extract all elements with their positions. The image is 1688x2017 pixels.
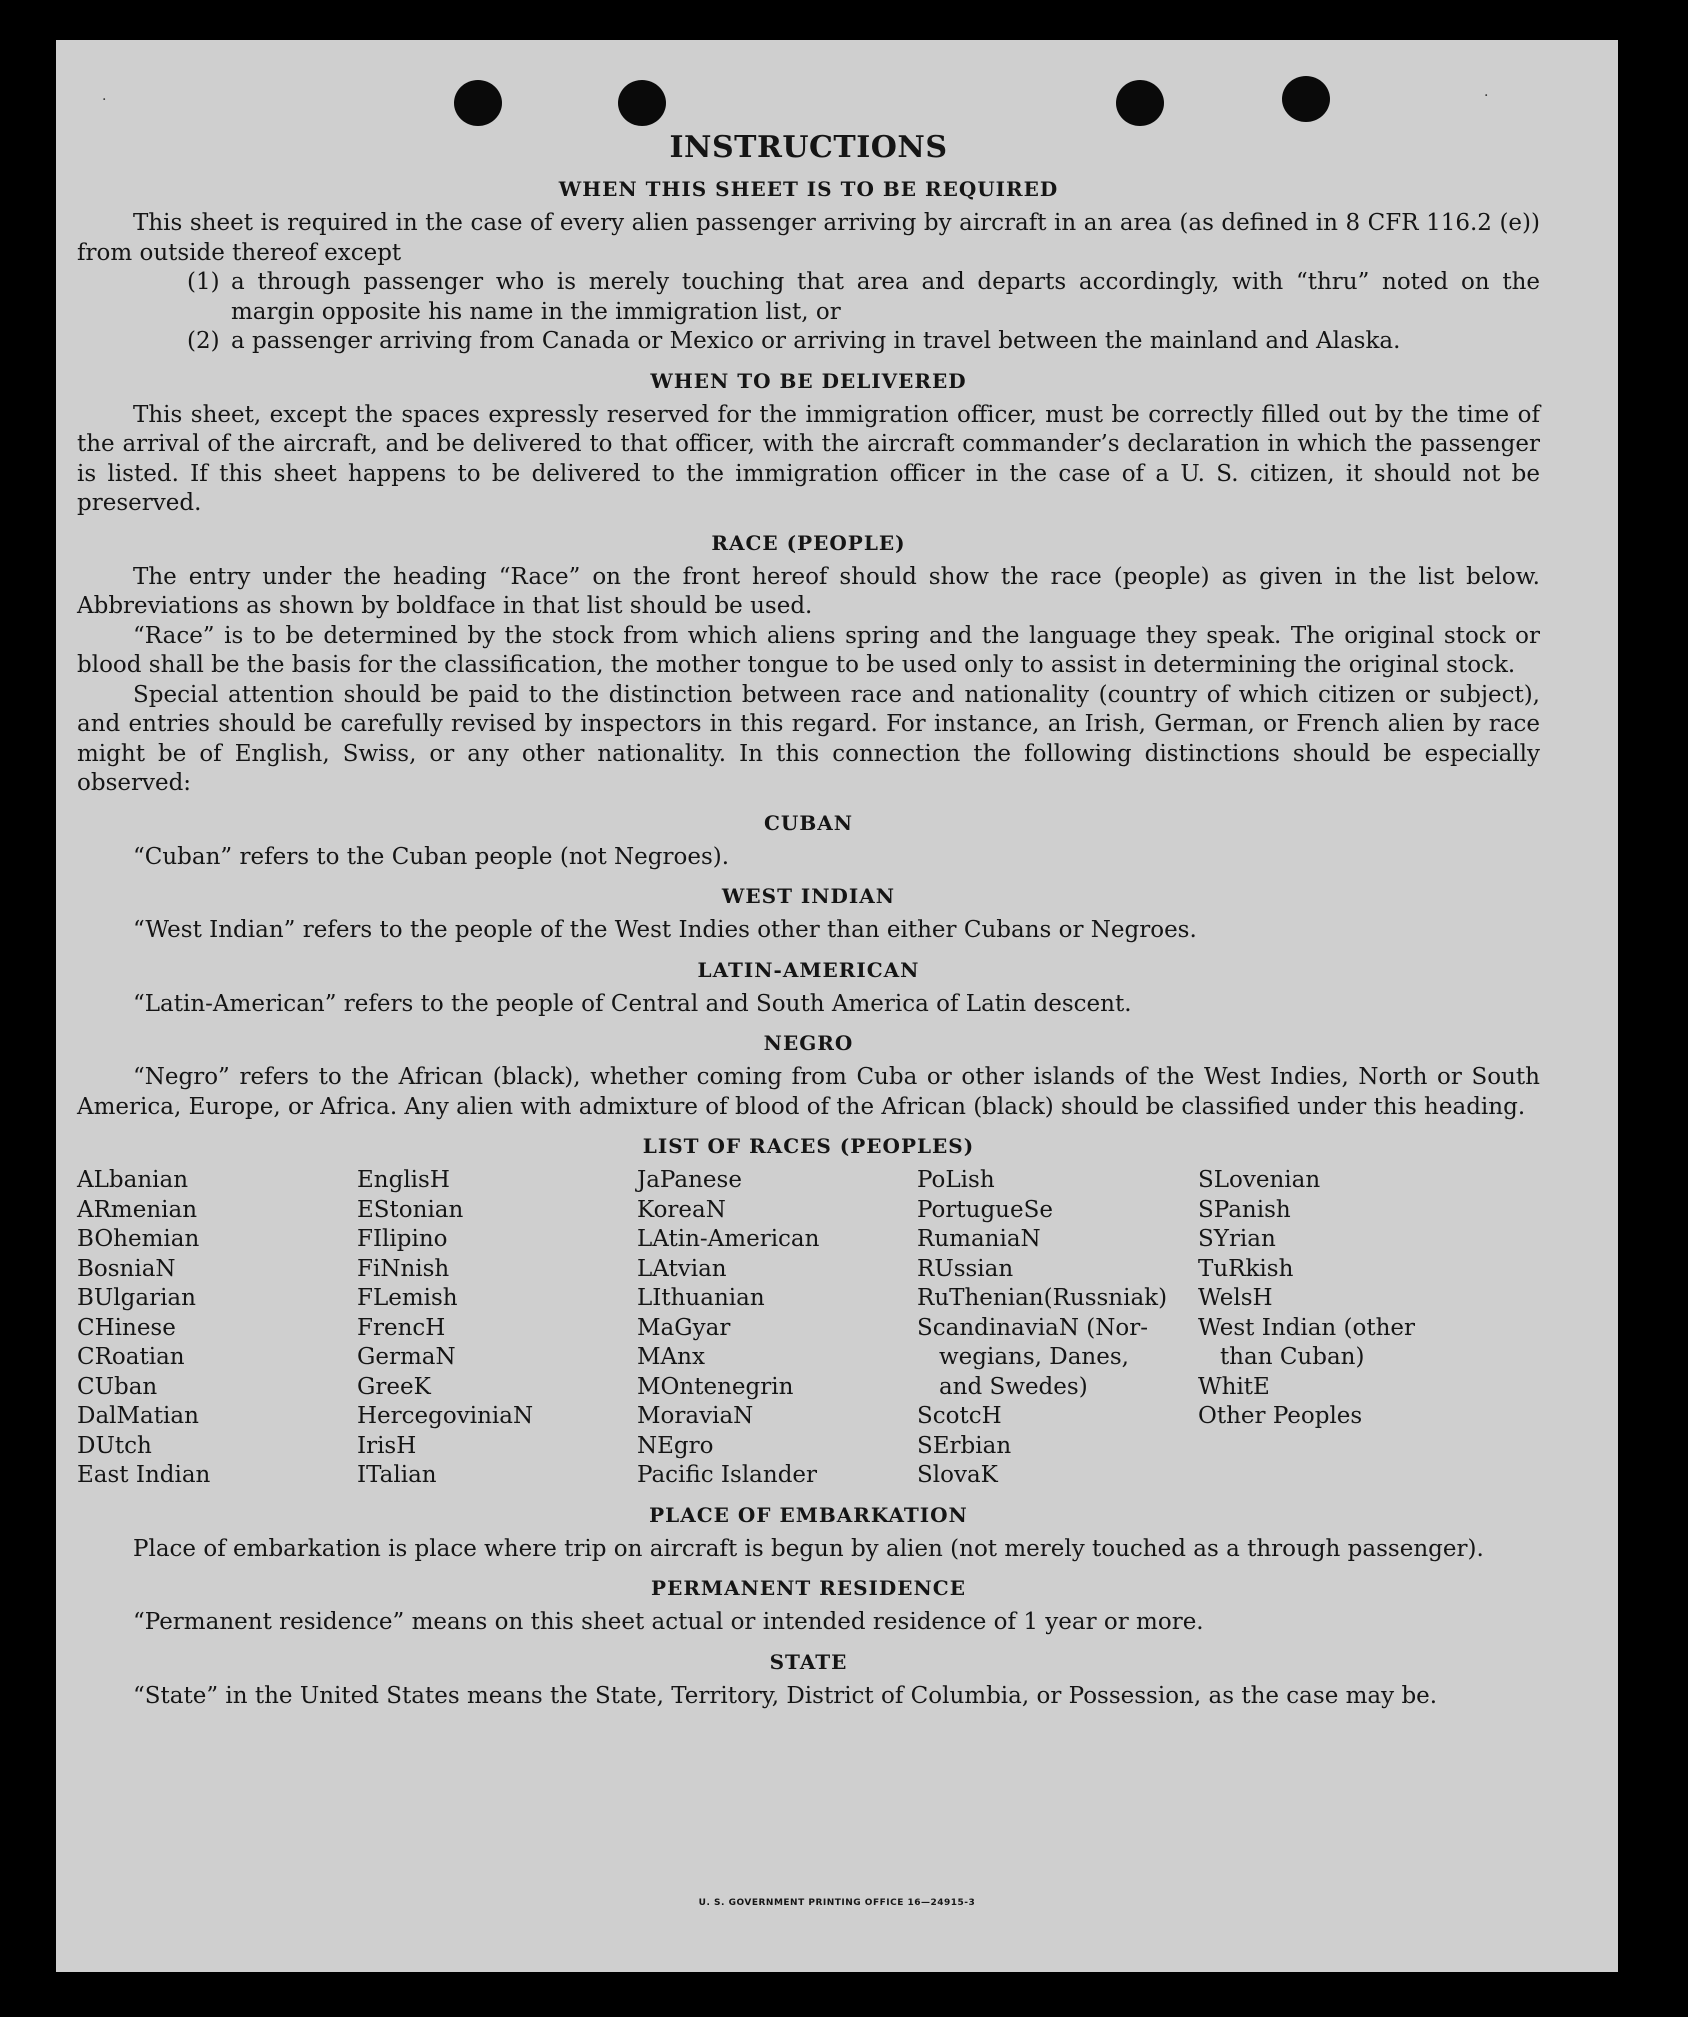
- instructions-content: [77, 130, 1540, 1711]
- race-paragraph: “Race” is to be determined by the stock from which aliens spring and the language they speak. The original stock or blood shall be the basis for the classification, the mother tongue to be used only to assist in determining the original stock.: [77, 622, 1540, 678]
- race-item: BUlgarian: [77, 1285, 196, 1311]
- heading-negro: NEGRO: [763, 1031, 854, 1055]
- races-column: [77, 1166, 357, 1491]
- race-item: ScandinaviaN (Nor-: [917, 1314, 1148, 1341]
- race-item: PoLish: [917, 1167, 995, 1193]
- race-item: GreeK: [357, 1373, 431, 1400]
- race-item: MOntenegrin: [637, 1373, 794, 1400]
- race-item: Other Peoples: [1198, 1403, 1363, 1429]
- race-item: EnglisH: [357, 1167, 450, 1193]
- punch-hole: [454, 80, 502, 126]
- race-item: LAtin-American: [637, 1226, 820, 1252]
- race-item: MAnx: [637, 1344, 705, 1370]
- race-item: KoreaN: [637, 1196, 726, 1223]
- race-item: NEgro: [637, 1432, 714, 1459]
- race-item: RuThenian(Russniak): [917, 1285, 1168, 1311]
- race-item: wegians, Danes,: [917, 1344, 1129, 1370]
- negro-text: “Negro” refers to the African (black), whether coming from Cuba or other islands of the West Indies, North or South America, Europe, or Africa. Any alien with admixture of blood of the African (black) should be classified under this heading.: [77, 1064, 1540, 1120]
- race-item: SPanish: [1198, 1196, 1291, 1223]
- printing-office-footer: U. S. GOVERNMENT PRINTING OFFICE 16—24915-3: [698, 1898, 976, 1908]
- latin-american-text: “Latin-American” refers to the people of Central and South America of Latin descent.: [133, 990, 1132, 1017]
- page-title: INSTRUCTIONS: [669, 130, 948, 165]
- punch-hole: [618, 80, 666, 126]
- races-list: [77, 1166, 1540, 1491]
- race-item: FiNnish: [357, 1255, 450, 1282]
- race-item: CRoatian: [77, 1344, 185, 1370]
- race-item: DalMatian: [77, 1403, 199, 1429]
- heading-place-of-embarkation: PLACE OF EMBARKATION: [649, 1502, 968, 1527]
- race-item: BOhemian: [77, 1226, 200, 1252]
- race-item: ALbanian: [77, 1167, 189, 1193]
- speck-mark: ·: [102, 92, 107, 108]
- race-paragraph: The entry under the heading “Race” on the front hereof should show the race (people) as given in the list below. Abbreviations as shown by boldface in that list should be used.: [77, 563, 1540, 619]
- race-item: FIlipino: [357, 1226, 448, 1252]
- race-item: and Swedes): [917, 1373, 1088, 1400]
- heading-latin-american: LATIN-AMERICAN: [697, 957, 920, 982]
- race-item: SYrian: [1198, 1226, 1276, 1252]
- heading-permanent-residence: PERMANENT RESIDENCE: [651, 1576, 966, 1600]
- punch-hole: [1282, 76, 1330, 122]
- race-item: RUssian: [917, 1255, 1014, 1282]
- race-item: ARmenian: [77, 1196, 198, 1223]
- race-item: WhitE: [1198, 1373, 1270, 1400]
- races-column: [357, 1166, 637, 1491]
- exception-item: (1) a through passenger who is merely touching that area and departs accordingly, with “thru” noted on the margin opposite his name in the immigration list, or: [187, 269, 1540, 325]
- race-item: HercegoviniaN: [357, 1403, 534, 1429]
- state-text: “State” in the United States means the State, Territory, District of Columbia, or Possession, as the case may be.: [133, 1682, 1438, 1709]
- races-column: [1198, 1166, 1478, 1491]
- race-item: Pacific Islander: [637, 1462, 818, 1488]
- cuban-text: “Cuban” refers to the Cuban people (not Negroes).: [133, 843, 730, 870]
- exceptions-list: [77, 268, 1540, 357]
- race-paragraph: Special attention should be paid to the distinction between race and nationality (country of which citizen or subject), and entries should be carefully revised by inspectors in this regard. For instance, an Irish, German, or French alien by race might be of English, Swiss, or any other nationality. In this connection the following distinctions should be especially observed:: [77, 681, 1540, 796]
- when-required-intro: This sheet is required in the case of every alien passenger arriving by aircraft in an area (as defined in 8 CFR 116.2 (e)) from outside thereof except: [77, 210, 1540, 266]
- heading-state: STATE: [769, 1649, 848, 1674]
- document-sheet: [56, 40, 1618, 1972]
- heading-cuban: CUBAN: [763, 810, 854, 835]
- race-item: ITalian: [357, 1462, 437, 1488]
- races-column: [917, 1166, 1198, 1491]
- permanent-residence-text: “Permanent residence” means on this sheet actual or intended residence of 1 year or more.: [133, 1609, 1204, 1635]
- races-column: [637, 1166, 917, 1491]
- heading-when-required: WHEN THIS SHEET IS TO BE REQUIRED: [558, 177, 1059, 201]
- race-item: ScotcH: [917, 1403, 1002, 1429]
- speck-mark: ·: [1484, 88, 1489, 104]
- race-item: FLemish: [357, 1285, 458, 1311]
- race-item: MoraviaN: [637, 1403, 754, 1429]
- race-item: CUban: [77, 1373, 158, 1400]
- punch-hole: [1116, 80, 1164, 126]
- race-item: RumaniaN: [917, 1226, 1041, 1252]
- race-item: West Indian (other: [1198, 1314, 1416, 1341]
- race-item: GermaN: [357, 1344, 456, 1370]
- race-item: JaPanese: [637, 1167, 742, 1193]
- race-item: East Indian: [77, 1462, 211, 1488]
- race-item: SLovenian: [1198, 1167, 1321, 1193]
- race-item: SErbian: [917, 1432, 1012, 1459]
- race-item: FrencH: [357, 1314, 446, 1341]
- heading-list-of-races: LIST OF RACES (PEOPLES): [642, 1134, 975, 1158]
- race-item: than Cuban): [1198, 1344, 1365, 1370]
- race-item: LIthuanian: [637, 1285, 765, 1311]
- race-item: SlovaK: [917, 1462, 998, 1488]
- race-item: MaGyar: [637, 1314, 731, 1341]
- race-item: WelsH: [1198, 1285, 1273, 1311]
- place-of-embarkation-text: Place of embarkation is place where trip on aircraft is begun by alien (not merely touched as a through passenger).: [133, 1535, 1484, 1562]
- heading-west-indian: WEST INDIAN: [721, 884, 896, 908]
- race-item: EStonian: [357, 1196, 464, 1223]
- race-item: IrisH: [357, 1432, 417, 1459]
- race-item: BosniaN: [77, 1255, 176, 1282]
- race-item: CHinese: [77, 1314, 176, 1341]
- race-item: TuRkish: [1198, 1255, 1294, 1282]
- heading-when-delivered: WHEN TO BE DELIVERED: [650, 368, 967, 393]
- west-indian-text: “West Indian” refers to the people of the West Indies other than either Cubans or Negroes.: [133, 917, 1197, 943]
- race-item: PortugueSe: [917, 1196, 1053, 1223]
- when-delivered-text: This sheet, except the spaces expressly reserved for the immigration officer, must be correctly filled out by the time of the arrival of the aircraft, and be delivered to that officer, with the aircraft commander’s declaration in which the passenger is listed. If this sheet happens to be delivered to the immigration officer in the case of a U. S. citizen, it should not be preserved.: [77, 401, 1540, 516]
- race-item: DUtch: [77, 1432, 152, 1459]
- exception-item: (2) a passenger arriving from Canada or Mexico or arriving in travel between the mainland and Alaska.: [187, 328, 1401, 354]
- race-item: LAtvian: [637, 1255, 727, 1282]
- heading-race: RACE (PEOPLE): [711, 530, 906, 555]
